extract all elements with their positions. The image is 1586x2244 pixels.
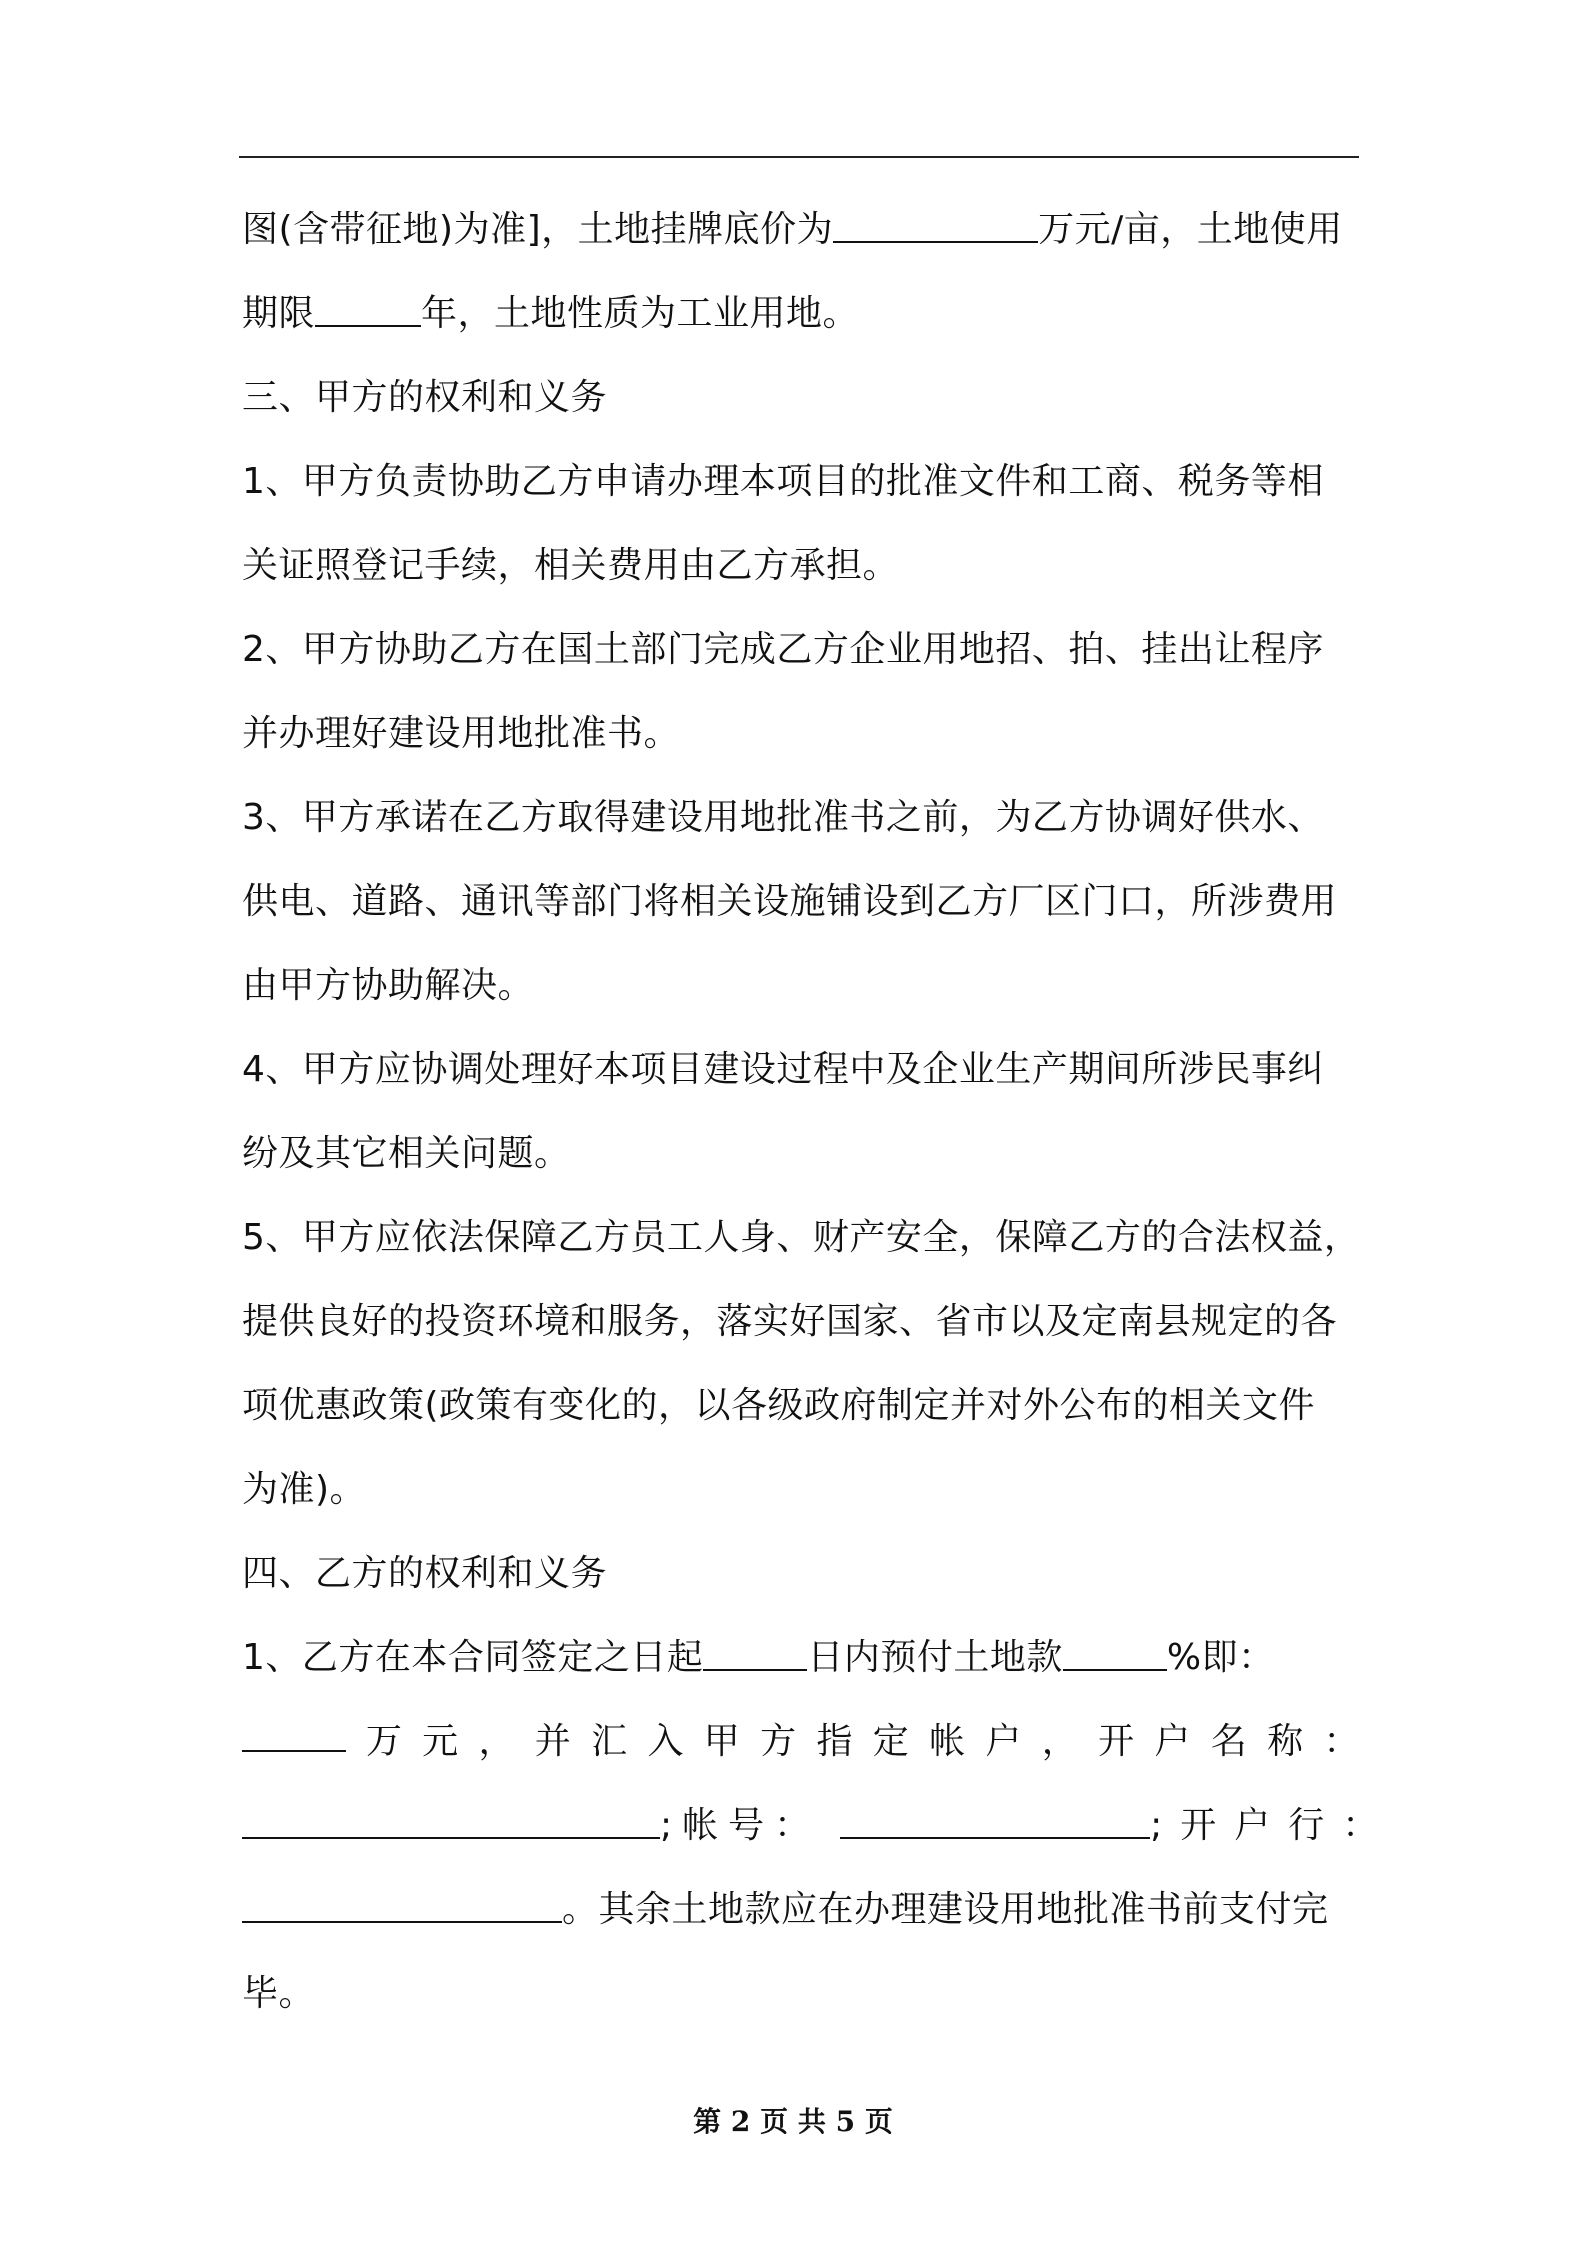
page-number: 第 2 页 共 5 页 <box>693 2105 893 2138</box>
text-line: 4、甲方应协调处理好本项目建设过程中及企业生产期间所涉民事纠 <box>242 1049 1324 1090</box>
blank-field <box>242 1720 346 1752</box>
text-span: ;开户行： <box>1150 1805 1397 1846</box>
text-span: 1、乙方在本合同签定之日起 <box>242 1637 704 1678</box>
section-heading: 四、乙方的权利和义务 <box>242 1553 608 1594</box>
char: 名 <box>1210 1721 1248 1762</box>
char: 指 <box>816 1721 853 1762</box>
text-line: 毕。 <box>242 1973 316 2014</box>
char: 并 <box>534 1721 572 1762</box>
blank-field <box>242 1807 660 1839</box>
text-line <box>242 1804 1397 1848</box>
char: 方 <box>760 1721 797 1762</box>
char: 万 <box>365 1721 403 1762</box>
char: 入 <box>647 1721 684 1762</box>
header-rule <box>239 156 1359 158</box>
blank-field <box>242 1891 562 1923</box>
text-line: 供电、道路、通讯等部门将相关设施铺设到乙方厂区门口，所涉费用 <box>242 881 1338 922</box>
text-line: 关证照登记手续，相关费用由乙方承担。 <box>242 545 900 586</box>
text-line <box>242 292 1360 336</box>
text-span: 。其余土地款应在办理建设用地批准书前支付完 <box>562 1889 1329 1930</box>
text-line <box>242 208 1360 252</box>
text-line: 2、甲方协助乙方在国土部门完成乙方企业用地招、拍、挂出让程序 <box>242 629 1324 670</box>
text-span: 图(含带征地)为准]，土地挂牌底价为 <box>242 209 834 250</box>
text-line: 项优惠政策(政策有变化的，以各级政府制定并对外公布的相关文件 <box>242 1385 1316 1426</box>
text-line: 1、甲方负责协助乙方申请办理本项目的批准文件和工商、税务等相 <box>242 461 1324 502</box>
char: ： <box>1323 1721 1360 1762</box>
text-line: 并办理好建设用地批准书。 <box>242 713 681 754</box>
blank-field <box>315 295 421 327</box>
text-line: 3、甲方承诺在乙方取得建设用地批准书之前，为乙方协调好供水、 <box>242 797 1324 838</box>
blank-field <box>840 1807 1150 1839</box>
text-line: 纷及其它相关问题。 <box>242 1133 571 1174</box>
text-line: 由甲方协助解决。 <box>242 965 535 1006</box>
text-span: 日内预付土地款 <box>807 1637 1063 1678</box>
char: 帐 <box>929 1721 966 1762</box>
text-span: 年，土地性质为工业用地。 <box>421 293 860 334</box>
char: 称 <box>1267 1721 1304 1762</box>
char: 定 <box>872 1721 910 1762</box>
char: 户 <box>1154 1721 1191 1762</box>
blank-field <box>1063 1639 1167 1671</box>
text-line: 为准)。 <box>242 1469 367 1510</box>
char: ， <box>1041 1721 1079 1762</box>
text-span: ;帐号： <box>660 1805 821 1846</box>
section-heading: 三、甲方的权利和义务 <box>242 377 608 418</box>
char: 元 <box>422 1721 459 1762</box>
text-line-justified <box>242 1720 1360 1764</box>
text-span: %即： <box>1166 1637 1275 1678</box>
char: 甲 <box>703 1721 741 1762</box>
char: 汇 <box>591 1721 628 1762</box>
blank-field <box>833 211 1038 243</box>
text-line <box>242 1636 1360 1680</box>
text-line <box>242 1888 1360 1932</box>
char: 开 <box>1098 1721 1135 1762</box>
char: 户 <box>985 1721 1022 1762</box>
text-line: 提供良好的投资环境和服务，落实好国家、省市以及定南县规定的各 <box>242 1301 1338 1342</box>
blank-field <box>703 1639 807 1671</box>
text-span: 万元/亩，土地使用 <box>1038 209 1343 250</box>
text-line: 5、甲方应依法保障乙方员工人身、财产安全，保障乙方的合法权益， <box>242 1217 1361 1258</box>
text-span: 期限 <box>242 293 316 334</box>
char: ， <box>478 1721 515 1762</box>
